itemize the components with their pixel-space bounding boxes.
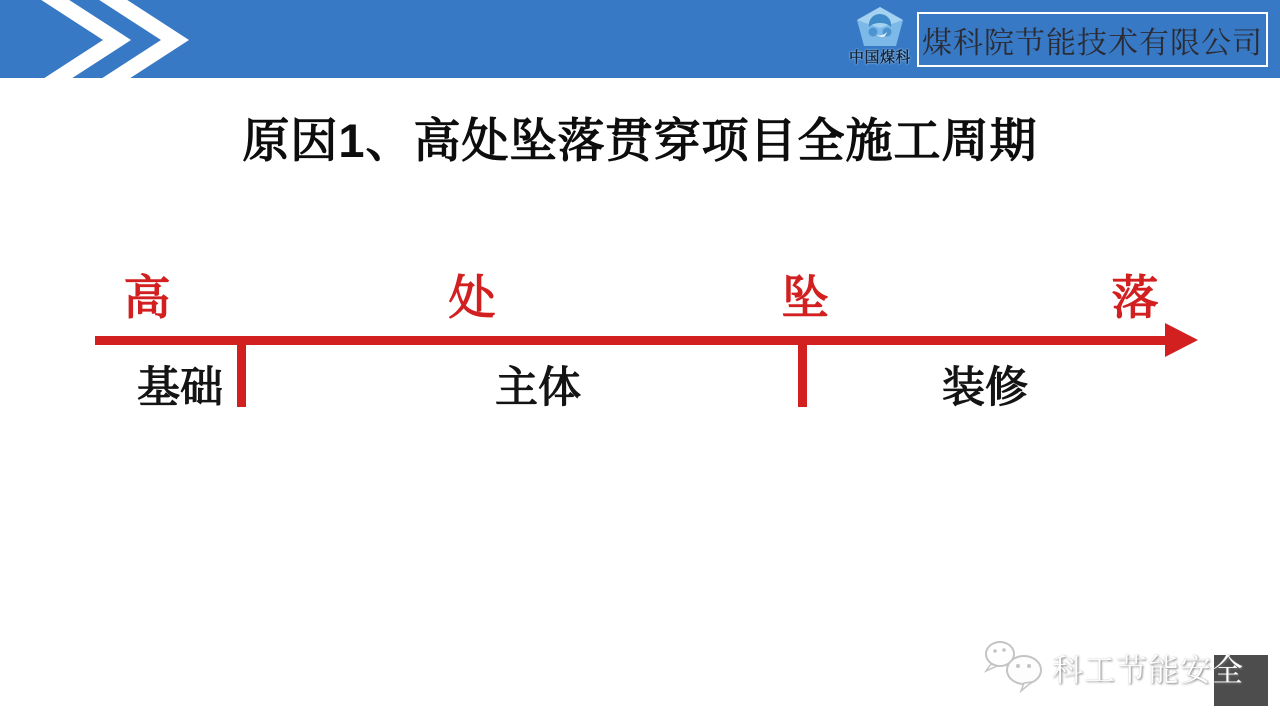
timeline-arrowhead-icon xyxy=(1165,323,1198,357)
header-bar xyxy=(0,0,1280,78)
watermark-text: 科工节能安全 xyxy=(1052,653,1244,688)
timeline-word-char-zhui: 坠 xyxy=(781,271,829,324)
stage-label-foundation: 基础 xyxy=(137,364,223,412)
timeline-word-char-chu: 处 xyxy=(448,271,496,324)
stage-label-structure: 主体 xyxy=(495,364,581,412)
stage-label-decoration: 装修 xyxy=(942,364,1028,412)
wechat-icon xyxy=(980,638,1052,696)
company-logo-emblem-icon xyxy=(851,6,909,50)
company-logo-label: 中国煤科 xyxy=(848,49,911,66)
company-logo xyxy=(842,4,918,76)
company-name-box xyxy=(917,12,1268,67)
company-name-text: 煤科院节能技术有限公司 xyxy=(922,26,1263,60)
timeline-word-char-luo: 落 xyxy=(1111,271,1159,324)
slide-title: 原因1、高处坠落贯穿项目全施工周期 xyxy=(242,114,1038,167)
double-chevron-icon xyxy=(0,0,220,78)
timeline-word-char-gao: 高 xyxy=(123,271,171,324)
timeline-tick-2 xyxy=(798,336,807,407)
timeline-axis-line xyxy=(95,336,1168,345)
